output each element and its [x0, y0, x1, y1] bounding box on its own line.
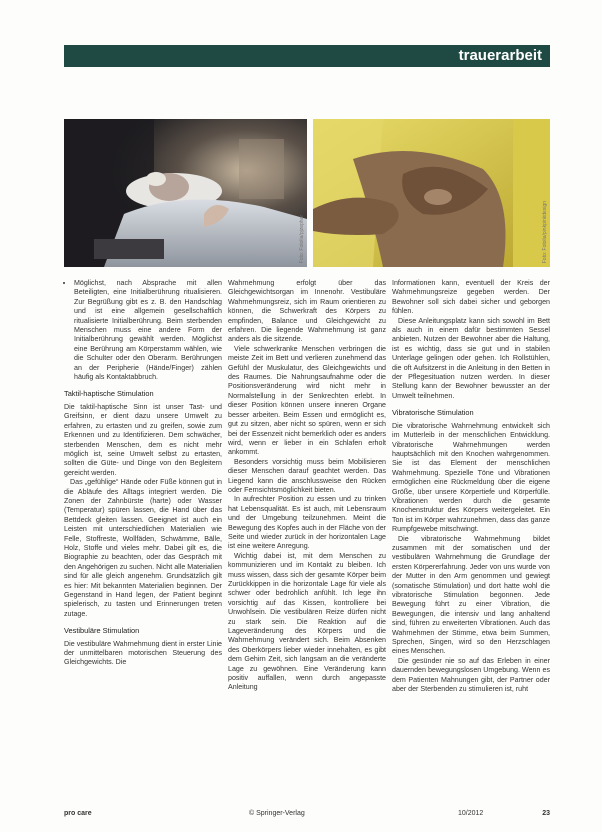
text-column-3 [392, 279, 550, 694]
subheading-vibratorisch: Vibratorische Stimulation [392, 408, 474, 418]
photo-left-illustration [64, 119, 307, 267]
photo-right-illustration [313, 119, 550, 267]
paragraph: Besonders vorsichtig muss beim Mobilisieren dieser Menschen darauf geachtet werden. Das Liegend kann die anschlussweise den Rücken oder Fernsichtsmöglichkeit bieten. [228, 457, 386, 494]
page-number: 23 [542, 810, 550, 817]
paragraph: Diese Anleitungsplatz kann sich sowohl im Bett als auch in einem dafür bestimmten Sessel anbieten. Nutzen der Bewohner aber die Haltung, ist es wichtig, dass sie gut und in stabilen Unterlage gelingen oder gehen. Ich Rollstühlen, die oft Aufsitzerst in die Anleitung in den Betten in der Pflegesituation nutzen werden. In dieser Stellung kann der Bewohner bewusster an der Umwelt teilnehmen. [392, 316, 550, 400]
paragraph: Die gesünder nie so auf das Erleben in einer dauernden bewegungslosen Umgebung. Wenn es dem Patienten Mahnungen gibt, der Partner oder aber der Sterbenden zu stimulieren ist, ruht [392, 656, 550, 694]
text-column-2 [228, 279, 386, 693]
journal-name: pro care [64, 810, 92, 817]
list-item: • Möglichst, nach Absprache mit allen Beteiligten, eine Initialberührung ritualisieren. Zur Begrüßung gibt es z. B. den Handschlag und ist eine allgemein gesellschaftlich ritualisierte Initialberührung. Beim sterbenden Menschen muss eine andere Form der Initialberührung gewählt werden. Möglichst eine Berührung am Körperstamm wählen, wie die Schulter oder den Oberarm. Berührungen an der Peripherie (Hände/Finger) zählen häufig als Kontaktabbruch. [74, 279, 222, 382]
paragraph: Die vibratorische Wahrnehmung entwickelt sich im Mutterleib in der menschlichen Entwicklung. Vibratorische Wahrnehmungen werden hauptsächlich mit den Knochen wahrgenommen. Sie ist das Element der menschlichen Wahrnehmung. Spezielle Töne und Vibrationen ermöglichen eine Rückmeldung über die eigene Größe, über unsere Körpertiefe und Körperfülle. Vibrationen werden durch die gesamte Knochenstruktur des Körpers weitergeleitet. Ein Ton ist im Körper wahrzunehmen, dass das ganze Rumpfgewebe mitschwingt. [392, 421, 550, 534]
paragraph: Wichtig dabei ist, mit dem Menschen zu kommunizieren und im Kontakt zu bleiben. Ich muss wissen, dass sich der gesamte Körper beim Zurückkippen in die horizontale Lage für viele als schwer oder bedrohlich anfühlt. Ich lege ihn vorsichtig auf das Kissen, kontrolliere bei Unwohlsein. Die vestibulären Reize dürfen nicht zu stark sein. Die Reaktion auf die Lageveränderung des Körpers und die Wahrnehmung verändert sich. Beim Absenken des Oberkörpers lieber wieder innehalten, es gibt dem Gehirn Zeit, sich langsam an die veränderte Lage zu gewöhnen. Eine Veränderung kann positiv auffallen, wenn durch angepasste Anleitung [228, 551, 386, 692]
photo-left-credit: Foto: Fotolia/pjzephar [299, 214, 305, 263]
photo-right-credit: Foto: Fotolia/pinkpinkdesign [542, 200, 548, 263]
page-footer [64, 810, 550, 822]
bullet-list [64, 279, 222, 382]
section-title: trauerarbeit [458, 47, 542, 64]
paragraph: Wahrnehmung erfolgt über das Gleichgewichtsorgan im Innenohr. Vestibuläre Wahrnehmungsreiz, sich im Raum orientieren zu können, die Schwerkraft des Körpers zu empfinden, Balance und Gleichgewicht zu erfahren. Die liegende Wahrnehmung ist ganz anders als die sitzende. [228, 279, 386, 344]
paragraph: Informationen kann, eventuell der Kreis der Wahrnehmungsreize gegeben werden. Der Bewohner soll sich dabei sicher und geborgen fühlen. [392, 279, 550, 316]
paragraph: Viele schwerkranke Menschen verbringen die meiste Zeit im Bett und verlieren zunehmend das Gefühl der Muskulatur, des Gleichgewichts und des Raumes. Die Nahrungsaufnahme oder die Positionsveränderung wird nicht mehr in Normalstellung in der Senkrechten erlebt. In dieser Position können unsere inneren Organe besser arbeiten. Beim Essen und ermöglicht es, gut zu sitzen, aber nicht so spüren, wenn er sich bei der Essenzeit nicht bemerklich oder es anders wird, wenn er lieber in ein Schlafen erholt ankommt. [228, 344, 386, 457]
paragraph: Die taktil-haptische Sinn ist unser Tast- und Greifsinn, er dient dazu unsere Umwelt zu erfahren, zu ertasten und zu greifen, sowie zum Erkennen und zu Identifizieren. Dem schwächer, sterbenden Menschen, dem es nicht mehr möglich ist, seine Umwelt selbst zu ertasten, sollten die Güte- und Dinge von den Begleitern gereicht werden. [64, 402, 222, 477]
photo-elderly-patient-in-bed [64, 119, 307, 267]
paragraph: Das „gefühlige“ Hände oder Füße können gut in die Abläufe des Alltags integriert werden. Die Zonen der Zahnbürste (harte) oder Wasser (Temperatur) spüren lassen, die Hand über das Bettdeck gleiten lassen. Geeignet ist auch ein Leisten mit unterschiedlichen Materialien wie Felle, Stoffreste, Wollfäden, Schwämme, Bälle, Holz, Stoffe und vieles mehr. Dabei gilt es, die Biographie zu beachten, oder das Gespräch mit den Angehörigen zu suchen. Nicht alle Materialien sind für alle gleich angenehm. Grundsätzlich gilt es hier: Mit bekannten Materialien beginnen. Der Gegenstand in Hand legen, der Patient beginnt spielerisch, zu tasten und Erinnerungen treten zutage. [64, 478, 222, 618]
issue-number: 10/2012 [458, 810, 484, 817]
subheading-vestibulaer: Vestibuläre Stimulation [64, 626, 140, 636]
publisher: © Springer-Verlag [249, 810, 305, 817]
photo-holding-hands [313, 119, 550, 267]
paragraph: In aufrechter Position zu essen und zu trinken hat Lebensqualität. Es ist auch, mit Lebensraum und der Umgebung teilzunehmen. Meint die Bewegung des Kopfes auch in der Fläche von der Seite und wieder zurück in der horizontalen Lage ist eine weitere Anregung. [228, 495, 386, 551]
text-column-1 [64, 279, 222, 668]
paragraph: Die vibratorische Wahrnehmung bildet zusammen mit der somatischen und der vestibulären Wahrnehmung die Grundlage der ersten Körpererfahrung. Jeder von uns wurde von der Mutter in den Arm genommen und gewiegt (somatische Stimulation) und dort hatte wohl die vibratorische Stimulation begonnen. Jede Bewegung führt zu einer Vibration, die Bewegungen, die intensiv und lang anhaltend sind, führen zu erweiterten Vibrationen. Auch das Wahrnehmen der Stimme, etwa beim Summen, Sprechen, Singen, wird so den Herzschlagen eines Menschen. [392, 534, 550, 656]
subheading-taktil-haptisch: Taktil-haptische Stimulation [64, 389, 154, 399]
paragraph: Die vestibuläre Wahrnehmung dient in erster Linie der unmittelbaren motorischen Steuerung des Gleichgewichts. Die [64, 639, 222, 667]
section-header-bar [64, 45, 550, 67]
